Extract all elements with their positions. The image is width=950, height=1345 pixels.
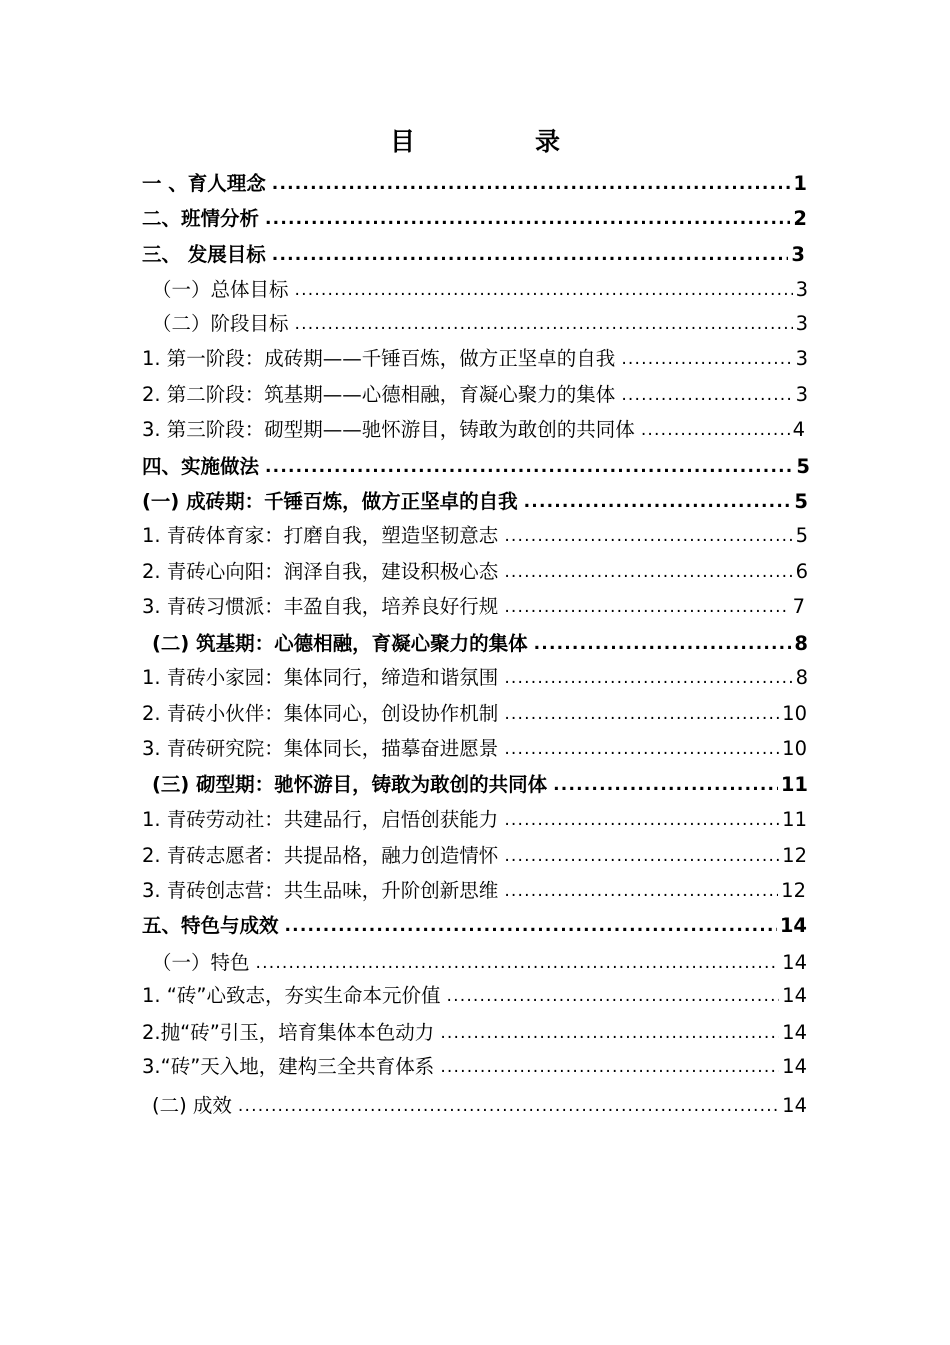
- toc-page-number: 3: [795, 278, 808, 301]
- toc-page-number: 5: [796, 455, 810, 478]
- toc-leader-dots: [504, 734, 779, 764]
- toc-page-number: 1: [793, 172, 807, 195]
- toc-leader-dots: [265, 452, 793, 482]
- toc-leader-dots: [524, 487, 792, 517]
- toc-entry[interactable]: [142, 415, 805, 445]
- toc-entry[interactable]: [142, 911, 807, 941]
- toc-leader-dots: [238, 1091, 779, 1121]
- toc-entry[interactable]: [142, 981, 807, 1011]
- toc-entry-label: (三) 砌型期：驰怀游目，铸敢为敢创的共同体: [152, 773, 548, 796]
- toc-page-number: 3: [795, 312, 808, 335]
- title-char-1: 目: [389, 127, 415, 156]
- toc-entry-label: 一 、育人理念: [142, 172, 266, 195]
- toc-leader-dots: [504, 805, 779, 835]
- toc-page-number: 14: [782, 1094, 807, 1117]
- toc-entry[interactable]: [152, 309, 808, 339]
- toc-page-number: 3: [795, 347, 808, 370]
- toc-entry[interactable]: [152, 770, 808, 800]
- toc-entry[interactable]: [142, 487, 808, 517]
- toc-entry-label: 3. 青砖习惯派：丰盈自我，培养良好行规: [142, 595, 499, 618]
- toc-page-number: 6: [795, 560, 808, 583]
- toc-entry-label: (一) 成砖期：千锤百炼，做方正坚卓的自我: [142, 490, 518, 513]
- toc-entry-label: 3. 青砖创志营：共生品味，升阶创新思维: [142, 879, 499, 902]
- toc-entry[interactable]: [142, 841, 807, 871]
- toc-leader-dots: [641, 415, 790, 445]
- page-title: [0, 122, 950, 158]
- toc-entry[interactable]: [142, 380, 808, 410]
- toc-leader-dots: [553, 770, 778, 800]
- toc-leader-dots: [504, 841, 779, 871]
- toc-entry[interactable]: [142, 699, 807, 729]
- toc-page-number: 2: [793, 207, 807, 230]
- toc-entry-label: 二、班情分析: [142, 207, 260, 230]
- toc-entry-label: 3.“砖”天入地，建构三全共育体系: [142, 1055, 435, 1078]
- toc-entry-label: 三、 发展目标: [142, 243, 266, 266]
- toc-page-number: 14: [782, 1021, 807, 1044]
- toc-entry[interactable]: [152, 1091, 807, 1121]
- toc-page-number: 5: [795, 524, 808, 547]
- toc-leader-dots: [504, 876, 778, 906]
- toc-page-number: 11: [780, 773, 808, 796]
- toc-entry[interactable]: [142, 876, 806, 906]
- toc-entry[interactable]: [142, 592, 805, 622]
- toc-leader-dots: [272, 169, 791, 199]
- toc-entry[interactable]: [142, 557, 808, 587]
- toc-entry-label: 1. “砖”心致志，夯实生命本元价值: [142, 984, 441, 1007]
- toc-entry[interactable]: [142, 663, 808, 693]
- toc-page-number: 8: [795, 666, 808, 689]
- toc-leader-dots: [272, 240, 789, 270]
- toc-leader-dots: [285, 911, 777, 941]
- toc-page-number: 10: [782, 737, 807, 760]
- toc-entry-label: 1. 青砖劳动社：共建品行，启悟创获能力: [142, 808, 499, 831]
- toc-entry-label: （二）阶段目标: [152, 312, 289, 335]
- toc-leader-dots: [447, 981, 780, 1011]
- title-char-2: 录: [535, 127, 561, 156]
- toc-entry-label: 五、特色与成效: [142, 914, 279, 937]
- toc-entry-label: 1. 青砖体育家：打磨自我，塑造坚韧意志: [142, 524, 499, 547]
- toc-entry-label: 2. 青砖小伙伴：集体同心，创设协作机制: [142, 702, 499, 725]
- toc-entry-label: 2. 青砖心向阳：润泽自我，建设积极心态: [142, 560, 499, 583]
- toc-entry[interactable]: [142, 521, 808, 551]
- toc-entry[interactable]: [152, 948, 807, 978]
- toc-leader-dots: [295, 275, 793, 305]
- toc-page-number: 4: [792, 418, 805, 441]
- toc-leader-dots: [504, 663, 792, 693]
- toc-entry[interactable]: [142, 169, 807, 199]
- toc-page-number: 7: [792, 595, 805, 618]
- toc-entry-label: 3. 青砖研究院：集体同长，描摹奋进愿景: [142, 737, 499, 760]
- toc-entry[interactable]: [142, 734, 807, 764]
- toc-entry[interactable]: [142, 1018, 807, 1048]
- toc-leader-dots: [621, 344, 792, 374]
- toc-entry-label: （一）总体目标: [152, 278, 289, 301]
- toc-leader-dots: [504, 592, 789, 622]
- toc-entry[interactable]: [142, 1052, 807, 1082]
- toc-page-number: 10: [782, 702, 807, 725]
- toc-page-number: 14: [782, 984, 807, 1007]
- toc-entry-label: 2. 青砖志愿者：共提品格，融力创造情怀: [142, 844, 499, 867]
- toc-leader-dots: [265, 204, 790, 234]
- toc-leader-dots: [504, 557, 792, 587]
- toc-page-number: 12: [781, 879, 806, 902]
- toc-leader-dots: [534, 629, 792, 659]
- toc-entry-label: 2.抛“砖”引玉，培育集体本色动力: [142, 1021, 435, 1044]
- toc-entry[interactable]: [152, 275, 808, 305]
- toc-entry-label: (二) 筑基期：心德相融，育凝心聚力的集体: [152, 632, 528, 655]
- toc-entry[interactable]: [142, 452, 810, 482]
- toc-leader-dots: [440, 1018, 779, 1048]
- toc-entry[interactable]: [142, 240, 805, 270]
- toc-page-number: 8: [794, 632, 808, 655]
- toc-entry-label: 3. 第三阶段：砌型期——驰怀游目，铸敢为敢创的共同体: [142, 418, 635, 441]
- toc-entry-label: 1. 青砖小家园：集体同行，缔造和谐氛围: [142, 666, 499, 689]
- toc-leader-dots: [621, 380, 792, 410]
- toc-leader-dots: [504, 699, 779, 729]
- toc-page-number: 14: [779, 914, 807, 937]
- toc-entry[interactable]: [142, 805, 807, 835]
- toc-page-number: 3: [795, 383, 808, 406]
- toc-leader-dots: [295, 309, 793, 339]
- toc-entry[interactable]: [152, 629, 808, 659]
- toc-page-number: 14: [782, 1055, 807, 1078]
- toc-entry-label: （一）特色: [152, 951, 250, 974]
- toc-leader-dots: [256, 948, 780, 978]
- toc-entry-label: 1. 第一阶段：成砖期——千锤百炼，做方正坚卓的自我: [142, 347, 616, 370]
- toc-entry[interactable]: [142, 344, 808, 374]
- toc-page-number: 3: [791, 243, 805, 266]
- toc-entry[interactable]: [142, 204, 807, 234]
- toc-leader-dots: [440, 1052, 779, 1082]
- toc-page-number: 11: [782, 808, 807, 831]
- toc-entry-label: 2. 第二阶段：筑基期——心德相融，育凝心聚力的集体: [142, 383, 616, 406]
- toc-page-number: 12: [782, 844, 807, 867]
- toc-entry-label: (二) 成效: [152, 1094, 232, 1117]
- toc-page-number: 5: [794, 490, 808, 513]
- toc-leader-dots: [504, 521, 792, 551]
- toc-page-number: 14: [782, 951, 807, 974]
- toc-entry-label: 四、实施做法: [142, 455, 260, 478]
